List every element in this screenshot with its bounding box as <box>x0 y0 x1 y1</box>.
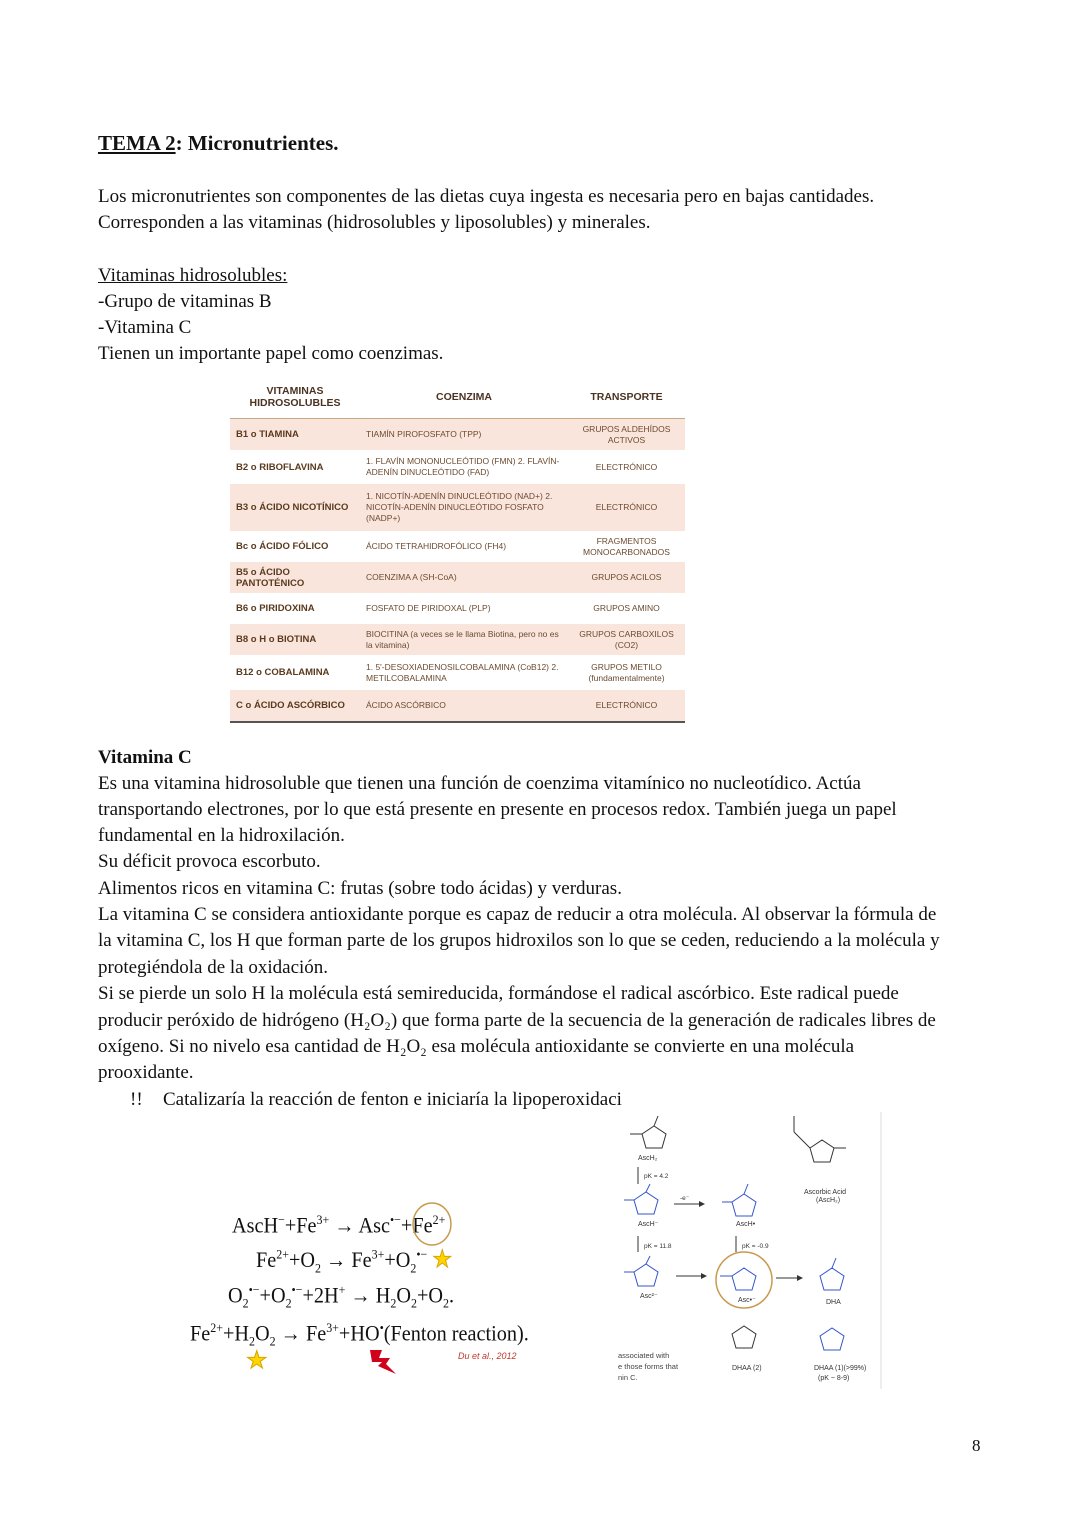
transport-cell: GRUPOS CARBOXILOS (CO2) <box>579 628 674 650</box>
table-row <box>230 419 685 451</box>
table-row <box>230 624 685 656</box>
label-asch2: AscH₂ <box>638 1155 658 1162</box>
reference-citation: Du et al., 2012 <box>458 1351 517 1361</box>
page-number: 8 <box>972 1436 981 1455</box>
table-row <box>230 562 685 594</box>
table-row <box>230 451 685 484</box>
transport-cell: FRAGMENTOS MONOCARBONADOS <box>583 535 670 557</box>
ascorbate-redox-scheme <box>614 1112 882 1389</box>
star-icon: ★ <box>432 1247 453 1273</box>
label-pk4: (pK ~ 8-9) <box>818 1375 850 1382</box>
vitamin-cell: B8 o H o BIOTINA <box>236 634 317 645</box>
label-dha: DHA <box>826 1299 841 1306</box>
transport-cell: GRUPOS AMINO <box>593 603 660 613</box>
vitamin-cell: B3 o ÁCIDO NICOTÍNICO <box>236 502 349 513</box>
vitc-line: prooxidante. <box>98 1062 194 1083</box>
hidro-heading: Vitaminas hidrosolubles: <box>98 265 288 286</box>
coenzyme-cell: COENZIMA A (SH-CoA) <box>366 572 457 582</box>
vitc-line: la vitamina C, los H que forman parte de los grupos hidroxilos son lo que se ceden, reduciendo a la molécula y <box>98 930 940 951</box>
header-vitamins: VITAMINAS HIDROSOLUBLES <box>249 385 341 409</box>
table-row <box>230 656 685 690</box>
label-dhaa1: DHAA (1)(>99%) <box>814 1365 867 1372</box>
label-pk1: pK = 4.2 <box>644 1173 669 1180</box>
header-coenzyme: COENZIMA <box>436 391 492 403</box>
label-asch-radical: AscH• <box>736 1221 756 1228</box>
vitc-line: producir peróxido de hidrógeno (H₂O₂) que forma parte de la secuencia de la generación de radicales libres de <box>98 1010 936 1031</box>
coenzyme-cell: BIOCITINA (a veces se le llama Biotina, pero no es la vitamina) <box>366 628 559 650</box>
star-icon: ★ <box>246 1348 268 1374</box>
coenzyme-cell: 1. FLAVÍN MONONUCLEÓTIDO (FMN) 2. FLAVÍN-ADENÍN DINUCLEÓTIDO (FAD) <box>366 456 560 477</box>
table-row <box>230 484 685 532</box>
vitc-line: protegiéndola de la oxidación. <box>98 957 329 978</box>
transport-cell: ELECTRÓNICO <box>595 461 658 472</box>
vitamin-cell: B6 o PIRIDOXINA <box>236 603 315 614</box>
vitc-line: Su déficit provoca escorbuto. <box>98 851 321 872</box>
vitamin-cell: C o ÁCIDO ASCÓRBICO <box>236 699 345 711</box>
fragment-text: e those forms that <box>618 1362 679 1371</box>
hidro-item-b: -Grupo de vitaminas B <box>98 291 272 312</box>
highlight-circle <box>410 1200 454 1248</box>
vitc-line: Si se pierde un solo H la molécula está semireducida, formándose el radical ascórbico. Este radical puede <box>98 983 899 1004</box>
coenzyme-cell: 1. NICOTÍN-ADENÍN DINUCLEÓTIDO (NAD+) 2. NICOTÍN-ADENÍN DINUCLEÓTIDO FOSFATO (NADP+) <box>366 491 553 523</box>
label-asc2: Asc²⁻ <box>640 1293 658 1300</box>
label-minus-e: -e⁻ <box>680 1195 690 1202</box>
coenzyme-cell: FOSFATO DE PIRIDOXAL (PLP) <box>366 603 491 613</box>
hidro-item-c: -Vitamina C <box>98 317 192 338</box>
equation-3: $O_2^{•-}+O_2^{•-}+2H^+ \to H_2O_2+O_2$. <box>228 1282 455 1311</box>
vitamin-cell: B12 o COBALAMINA <box>236 667 330 678</box>
intro-line-1: Los micronutrientes son componentes de las dietas cuya ingesta es necesaria pero en bajas cantidades. <box>98 186 875 207</box>
label-asch-minus: AscH⁻ <box>638 1221 659 1228</box>
label-asc-radical: Asc•⁻ <box>738 1297 756 1304</box>
label-ascorbic-acid-abbr: (AscH₂) <box>816 1197 841 1204</box>
page-title <box>98 131 339 156</box>
header-transport: TRANSPORTE <box>590 391 663 403</box>
vitc-note: Catalizaría la reacción de fenton e iniciaría la lipoperoxidaci <box>163 1089 622 1110</box>
vitamin-cell: B5 o ÁCIDO PANTOTÉNICO <box>236 566 305 589</box>
equation-2: $Fe^{2+}+O_2 \to Fe^{3+}+O_2^{•-}$ ★ <box>256 1246 453 1276</box>
vitc-line: fundamental en la hidroxilación. <box>98 825 345 846</box>
transport-cell: GRUPOS ALDEHÍDOS ACTIVOS <box>582 423 671 445</box>
lightning-icon <box>368 1348 398 1376</box>
coenzyme-cell: ÁCIDO TETRAHIDROFÓLICO (FH4) <box>366 541 507 551</box>
table-row <box>230 690 685 722</box>
fenton-label: (Fenton reaction). <box>383 1320 529 1346</box>
transport-cell: ELECTRÓNICO <box>595 502 658 512</box>
transport-cell: GRUPOS METILO (fundamentalmente) <box>588 661 665 683</box>
vitc-note-mark: !! <box>130 1089 143 1110</box>
vitamin-cell: Bc o ÁCIDO FÓLICO <box>236 541 329 552</box>
vitc-line: oxígeno. Si no nivelo esa cantidad de H₂O₂ esa molécula antioxidante se convierte en una molécula <box>98 1036 855 1057</box>
label-pk2: pK = 11.8 <box>644 1243 672 1250</box>
fragment-text: associated with <box>618 1351 670 1360</box>
vitc-line: Alimentos ricos en vitamina C: frutas (sobre todo ácidas) y verduras. <box>98 878 622 899</box>
title-text: : Micronutrientes. <box>175 131 339 155</box>
equation-4: $Fe^{2+}+H_2O_2$ → $Fe^{3+}+HO^•(Fenton$ reaction). <box>190 1320 529 1349</box>
coenzyme-cell: 1. 5'-DESOXIADENOSILCOBALAMINA (CoB12) 2. METILCOBALAMINA <box>366 661 559 683</box>
vitc-line: La vitamina C se considera antioxidante porque es capaz de reducir a otra molécula. Al observar la fórmula de <box>98 904 937 925</box>
fragment-text: nin C. <box>618 1373 638 1382</box>
coenzyme-cell: ÁCIDO ASCÓRBICO <box>366 699 446 710</box>
label-pk3: pK = -0.9 <box>742 1243 769 1250</box>
equation-1: $AscH^-+Fe^{3+} \to Asc^{•-}+Fe^{2+}$ <box>232 1212 446 1238</box>
label-dhaa2: DHAA (2) <box>732 1365 762 1372</box>
transport-cell: GRUPOS ACILOS <box>591 572 662 582</box>
transport-cell: ELECTRÓNICO <box>595 699 658 710</box>
vitamin-cell: B1 o TIAMINA <box>236 429 299 440</box>
intro-line-2: Corresponden a las vitaminas (hidrosolubles y liposolubles) y minerales. <box>98 212 651 233</box>
label-ascorbic-acid: Ascorbic Acid <box>804 1189 847 1196</box>
vitamins-table <box>230 376 685 723</box>
title-topic: TEMA 2 <box>98 131 176 155</box>
vitc-line: Es una vitamina hidrosoluble que tienen una función de coenzima vitamínico no nucleotídico. Actúa <box>98 773 861 794</box>
table-header-row <box>230 376 685 419</box>
table-row <box>230 532 685 562</box>
vitc-heading: Vitamina C <box>98 747 192 768</box>
vitc-line: transportando electrones, por lo que está presente en presente en procesos redox. También juega un papel <box>98 799 897 820</box>
vitamin-cell: B2 o RIBOFLAVINA <box>236 461 324 473</box>
hidro-note: Tienen un importante papel como coenzimas. <box>98 343 444 364</box>
coenzyme-cell: TIAMÍN PIROFOSFATO (TPP) <box>366 429 482 439</box>
table-row <box>230 594 685 624</box>
